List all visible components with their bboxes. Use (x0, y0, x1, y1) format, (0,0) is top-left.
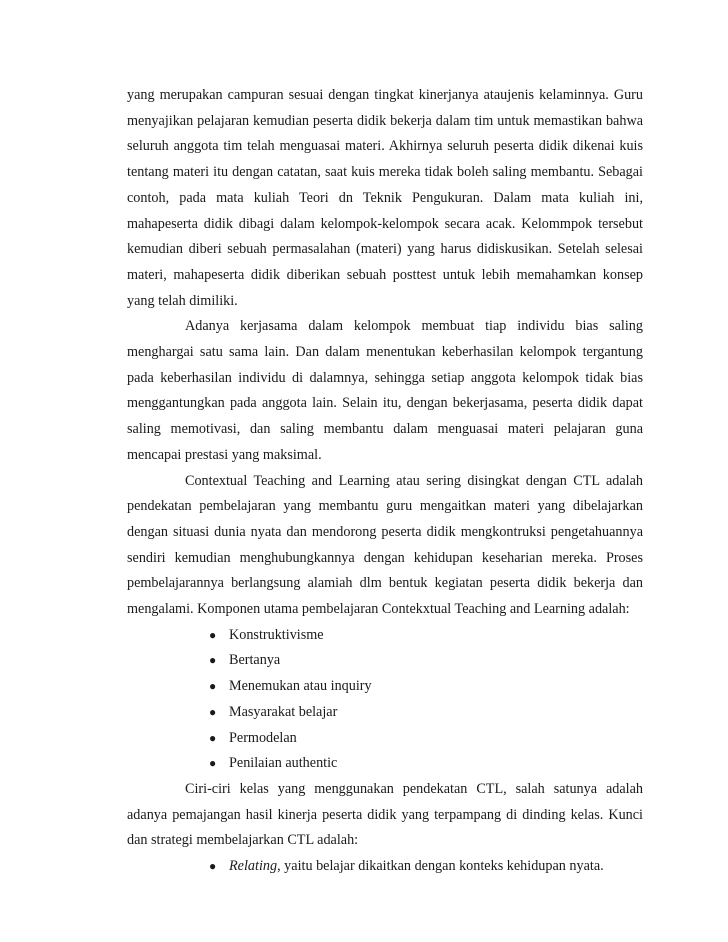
list-item (127, 623, 643, 649)
list-item (127, 648, 643, 674)
bullet-icon: ● (209, 704, 217, 719)
paragraph-cooperation-benefits: Adanya kerjasama dalam kelompok membuat tiap individu bias saling menghargai satu sama lain. Dan dalam menentukan keberhasilan kelompok tergantung pada keberhasilan individu di dalamnya, sehingga setiap anggota kelompok tidak bias menggantungkan pada anggota lain. Selain itu, dengan bekerjasama, peserta didik dapat saling memotivasi, dan saling membantu dalam menguasai materi pelajaran guna mencapai prestasi yang maksimal. (127, 318, 643, 463)
bullet-icon: ● (209, 730, 217, 745)
paragraph-ctl-definition: Contextual Teaching and Learning atau sering disingkat dengan CTL adalah pendekatan pembelajaran yang membantu guru mengaitkan materi yang dibelajarkan dengan situasi dunia nyata dan mendorong peserta didik mengkontruksi pengetahuannya sendiri kemudian menghubungkannya dengan kehidupan keseharian mereka. Proses pembelajarannya berlangsung alamiah dlm bentuk kegiatan peserta didik bekerja dan mengalami. Komponen utama pembelajaran Contekxtual Teaching and Learning adalah: (127, 472, 643, 618)
bullet-icon: ● (209, 859, 217, 874)
strategy-description: , yaitu belajar dikaitkan dengan konteks kehidupan nyata. (277, 858, 604, 875)
list-item-label: Konstruktivisme (229, 626, 324, 643)
paragraph-ctl-class-traits: Ciri-ciri kelas yang menggunakan pendekatan CTL, salah satunya adalah adanya pemajangan hasil kinerja peserta didik yang terpampang di dinding kelas. Kunci dan strategi membelajarkan CTL adalah: (127, 780, 643, 849)
ctl-strategy-list (127, 854, 643, 880)
bullet-icon: ● (209, 679, 217, 694)
list-item (127, 674, 643, 700)
list-item-label: Penilaian authentic (229, 755, 338, 772)
bullet-icon: ● (209, 756, 217, 771)
list-item (127, 854, 643, 880)
ctl-components-list (127, 623, 643, 777)
bullet-icon: ● (209, 627, 217, 642)
paragraph-cooperative-learning: yang merupakan campuran sesuai dengan tingkat kinerjanya ataujenis kelaminnya. Guru menyajikan pelajaran kemudian peserta didik bekerja dalam tim untuk memastikan bahwa seluruh anggota tim telah menguasai materi. Akhirnya seluruh peserta didik dikenai kuis tentang materi itu dengan catatan, saat kuis mereka tidak boleh saling membantu. Sebagai contoh, pada mata kuliah Teori dn Teknik Pengukuran. Dalam mata kuliah ini, mahapeserta didik dibagi dalam kelompok-kelompok secara acak. Kelommpok tersebut kemudian diberi sebuah permasalahan (materi) yang harus didiskusikan. Setelah selesai materi, mahapeserta didik diberikan sebuah posttest untuk lebih memahamkan konsep yang telah dimiliki. (127, 87, 643, 309)
bullet-icon: ● (209, 653, 217, 668)
list-item-label: Menemukan atau inquiry (229, 678, 372, 695)
list-item (127, 726, 643, 752)
list-item (127, 700, 643, 726)
list-item-label: Bertanya (229, 652, 281, 669)
list-item-label: Masyarakat belajar (229, 703, 338, 720)
body-text (127, 83, 643, 880)
list-item-label: Permodelan (229, 729, 297, 746)
list-item (127, 751, 643, 777)
strategy-term: Relating (229, 858, 278, 875)
